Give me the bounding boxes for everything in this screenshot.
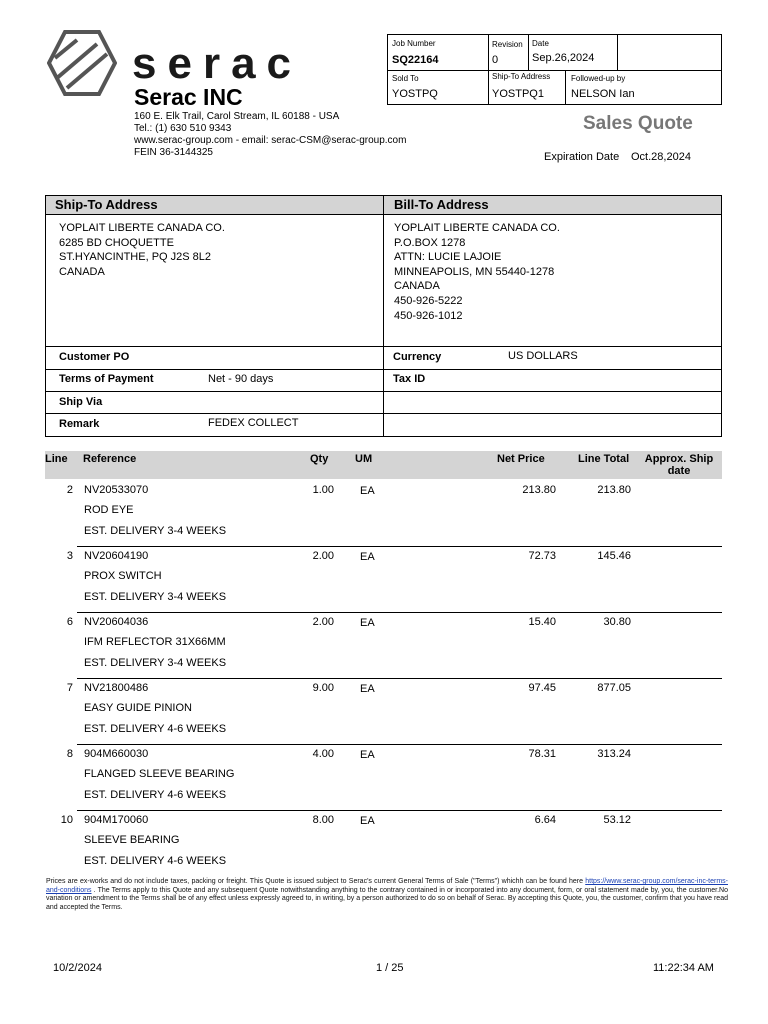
tax-id-label: Tax ID xyxy=(393,373,426,385)
expiration-value: Oct.28,2024 xyxy=(631,151,691,163)
row-description: ROD EYE xyxy=(84,504,134,516)
row-net-price: 97.45 xyxy=(528,682,556,694)
bill-to-line: 450-926-1012 xyxy=(394,309,463,322)
revision-label: Revision xyxy=(492,40,523,49)
row-line: 6 xyxy=(66,616,73,628)
col-line-total: Line Total xyxy=(578,453,630,465)
ship-via-label: Ship Via xyxy=(59,396,103,408)
followed-up-label: Followed-up by xyxy=(571,74,626,83)
col-net-price: Net Price xyxy=(497,453,545,465)
col-ship-date xyxy=(641,453,717,477)
row-qty: 1.00 xyxy=(312,484,334,496)
company-phone: Tel.: (1) 630 510 9343 xyxy=(134,123,232,134)
bill-to-line: ATTN: LUCIE LAJOIE xyxy=(394,251,502,264)
bill-to-address xyxy=(394,221,560,323)
row-description: FLANGED SLEEVE BEARING xyxy=(84,768,235,780)
row-um: EA xyxy=(360,551,375,563)
ship-to-address xyxy=(59,221,225,279)
row-net-price: 6.64 xyxy=(534,814,556,826)
bill-to-header: Bill-To Address xyxy=(394,197,489,212)
col-reference: Reference xyxy=(83,453,137,465)
row-qty: 9.00 xyxy=(312,682,334,694)
row-net-price: 72.73 xyxy=(528,550,556,562)
expiration-label: Expiration Date xyxy=(544,151,620,163)
row-line-total: 53.12 xyxy=(603,814,631,826)
bill-to-line: MINNEAPOLIS, MN 55440-1278 xyxy=(394,265,555,278)
job-number-label: Job Number xyxy=(392,39,436,48)
row-note: EST. DELIVERY 3-4 WEEKS xyxy=(84,591,227,603)
row-reference: 904M660030 xyxy=(84,748,149,760)
logo-wordmark: serac xyxy=(132,39,303,88)
terms-fine-print xyxy=(46,878,728,912)
row-divider xyxy=(77,810,722,811)
row-um: EA xyxy=(360,749,375,761)
ship-to-line: YOPLAIT LIBERTE CANADA CO. xyxy=(59,222,225,234)
terms-link[interactable]: https://www.serac-group.com/serac-inc-terms-and-conditions xyxy=(46,878,728,894)
footer-time: 11:22:34 AM xyxy=(653,962,714,974)
col-um: UM xyxy=(355,453,373,465)
col-ship-date-line2: date xyxy=(667,465,691,477)
row-reference: NV20533070 xyxy=(84,484,149,496)
row-line-total: 213.80 xyxy=(597,484,631,496)
row-um: EA xyxy=(360,617,375,629)
fine-print-text: Prices are ex-works and do not include taxes, packing or freight. This Quote is issued subject to Serac's current General Terms of Sale ("Terms") whichh can be found here xyxy=(46,878,586,885)
followed-up-value: NELSON Ian xyxy=(571,88,635,100)
currency-label: Currency xyxy=(393,351,442,363)
row-divider xyxy=(77,612,722,613)
row-description: SLEEVE BEARING xyxy=(84,834,180,846)
row-line: 7 xyxy=(66,682,73,694)
row-note: EST. DELIVERY 4-6 WEEKS xyxy=(84,855,227,867)
row-qty: 4.00 xyxy=(312,748,334,760)
row-note: EST. DELIVERY 4-6 WEEKS xyxy=(84,723,227,735)
revision-value: 0 xyxy=(492,54,499,66)
row-line: 2 xyxy=(66,484,73,496)
row-net-price: 15.40 xyxy=(528,616,556,628)
remark-value: FEDEX COLLECT xyxy=(208,417,299,429)
row-line-total: 877.05 xyxy=(597,682,631,694)
company-name: Serac INC xyxy=(134,84,243,110)
row-reference: NV21800486 xyxy=(84,682,149,694)
job-info-box xyxy=(387,34,722,105)
ship-to-line: CANADA xyxy=(59,265,105,278)
ship-to-code-label: Ship-To Address xyxy=(492,72,551,81)
sold-to-label: Sold To xyxy=(392,74,419,83)
ship-to-line: ST.HYANCINTHE, PQ J2S 8L2 xyxy=(59,251,212,264)
row-divider xyxy=(77,678,722,679)
row-um: EA xyxy=(360,683,375,695)
currency-value: US DOLLARS xyxy=(508,350,578,362)
date-value: Sep.26,2024 xyxy=(532,52,595,64)
company-address: 160 E. Elk Trail, Carol Stream, IL 60188 - USA xyxy=(134,111,340,122)
col-ship-date-line1: Approx. Ship xyxy=(644,453,714,465)
row-qty: 8.00 xyxy=(312,814,334,826)
row-line: 3 xyxy=(66,550,73,562)
serac-logo-icon xyxy=(47,30,117,96)
row-line: 10 xyxy=(60,814,73,826)
row-qty: 2.00 xyxy=(312,616,334,628)
fine-print-text-2: . The Terms apply to this Quote and any subsequent Quote notwithstanding anything to the contrary contained in or incorporated into any document, form, or oral statement made by, you, the customer.No variation or amendment to the Terms shall be of any effect unless expressly agreed to, in writing, by a person authorized to do so on behalf of Serac. By accepting this Quote, you, the customer, confirm that you have read and accepted the Terms. xyxy=(46,886,728,911)
row-note: EST. DELIVERY 4-6 WEEKS xyxy=(84,789,227,801)
bill-to-line: YOPLAIT LIBERTE CANADA CO. xyxy=(394,222,560,234)
row-line-total: 145.46 xyxy=(597,550,631,562)
col-line: Line xyxy=(45,453,68,465)
document-title: Sales Quote xyxy=(583,113,693,134)
terms-label: Terms of Payment xyxy=(59,373,154,385)
row-line: 8 xyxy=(66,748,73,760)
remark-label: Remark xyxy=(59,418,100,430)
customer-po-label: Customer PO xyxy=(59,351,130,363)
row-net-price: 213.80 xyxy=(522,484,556,496)
footer-page-number: 1 / 25 xyxy=(376,962,404,974)
row-line-total: 30.80 xyxy=(603,616,631,628)
bill-to-line: CANADA xyxy=(394,280,440,293)
ship-to-line: 6285 BD CHOQUETTE xyxy=(59,236,174,249)
row-divider xyxy=(77,546,722,547)
company-web-email: www.serac-group.com - email: serac-CSM@serac-group.com xyxy=(134,135,407,146)
row-note: EST. DELIVERY 3-4 WEEKS xyxy=(84,525,227,537)
row-um: EA xyxy=(360,485,375,497)
company-fein: FEIN 36-3144325 xyxy=(134,147,213,158)
row-description: PROX SWITCH xyxy=(84,570,162,582)
row-note: EST. DELIVERY 3-4 WEEKS xyxy=(84,657,227,669)
row-net-price: 78.31 xyxy=(528,748,556,760)
col-qty: Qty xyxy=(310,453,329,465)
terms-value: Net - 90 days xyxy=(208,373,274,385)
footer-date: 10/2/2024 xyxy=(53,962,102,974)
row-description: IFM REFLECTOR 31X66MM xyxy=(84,636,226,648)
bill-to-line: 450-926-5222 xyxy=(394,294,463,307)
row-reference: NV20604190 xyxy=(84,550,149,562)
row-divider xyxy=(77,744,722,745)
date-label: Date xyxy=(532,39,549,48)
job-number-value: SQ22164 xyxy=(392,54,439,66)
ship-to-code-value: YOSTPQ1 xyxy=(492,88,544,100)
row-reference: NV20604036 xyxy=(84,616,149,628)
row-um: EA xyxy=(360,815,375,827)
ship-to-header: Ship-To Address xyxy=(55,197,158,212)
sold-to-value: YOSTPQ xyxy=(392,88,438,100)
row-reference: 904M170060 xyxy=(84,814,149,826)
bill-to-line: P.O.BOX 1278 xyxy=(394,236,466,249)
row-description: EASY GUIDE PINION xyxy=(84,702,192,714)
row-qty: 2.00 xyxy=(312,550,334,562)
row-line-total: 313.24 xyxy=(597,748,631,760)
